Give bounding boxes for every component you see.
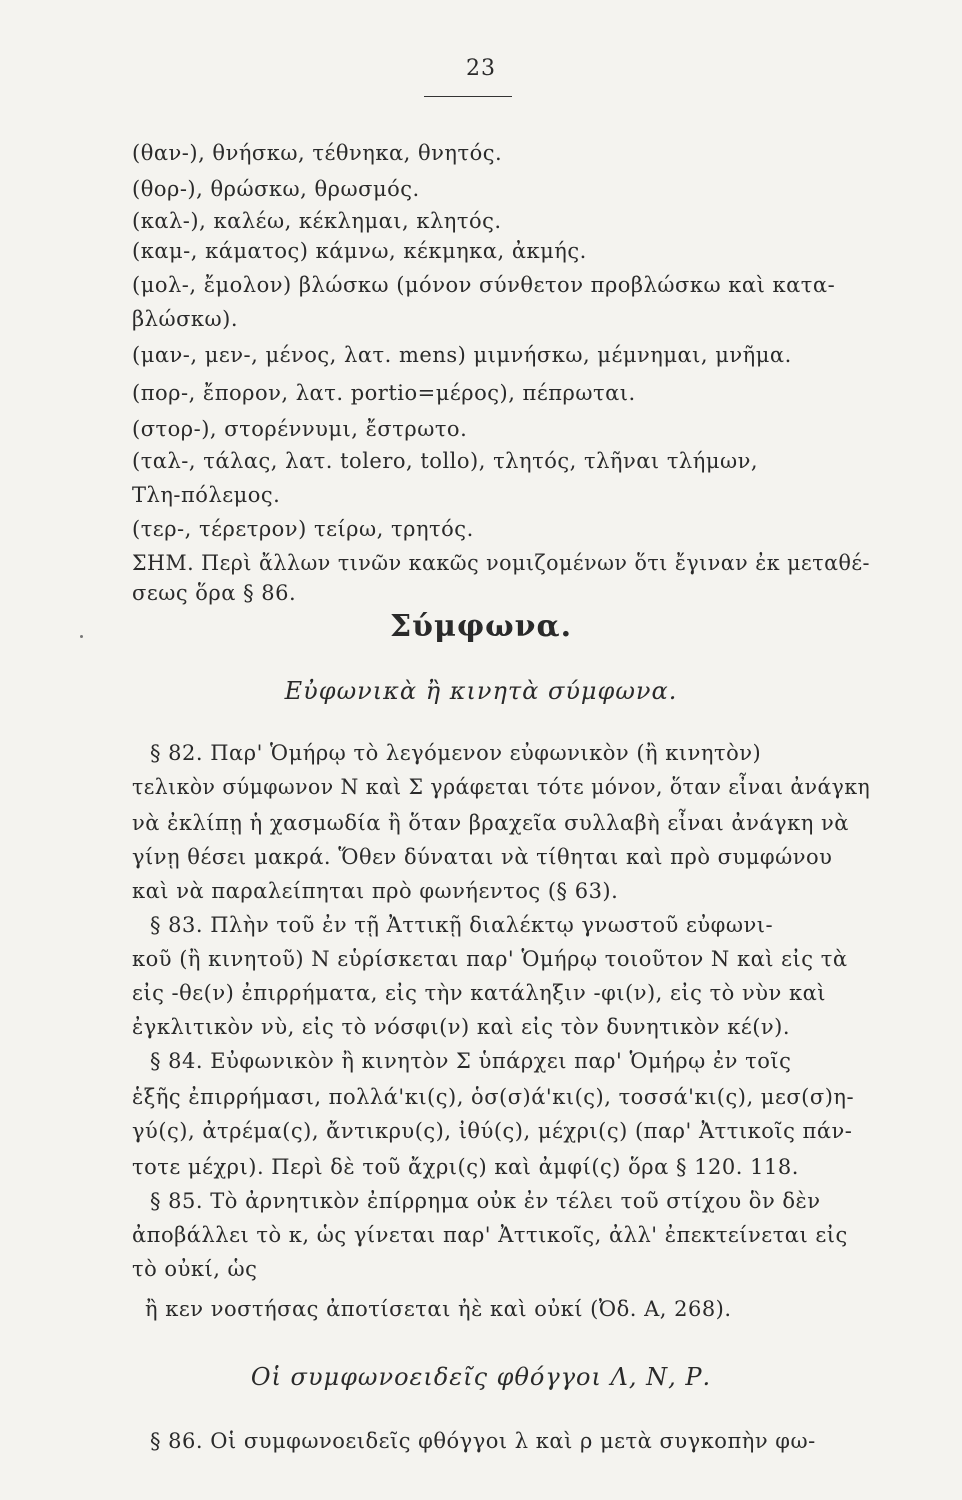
text-line: ἀποβάλλει τὸ κ, ὡς γίνεται παρ' Ἀττικοῖς, ἀλλ' ἐπεκτείνεται εἰς xyxy=(132,1223,848,1247)
text-line: σεως ὅρα § 86. xyxy=(132,581,297,605)
text-line: (στορ-), στορέννυμι, ἔστρωτο. xyxy=(132,417,468,441)
section-subheading: Οἱ συμφωνοειδεῖς φθόγγοι Λ, Ν, Ρ. xyxy=(250,1363,712,1391)
text-line: ΣΗΜ. Περὶ ἄλλων τινῶν κακῶς νομιζομένων ὅτι ἔγιναν ἐκ μεταθέ- xyxy=(132,551,871,575)
text-line: § 82. Παρ' Ὁμήρῳ τὸ λεγόμενον εὐφωνικὸν (ἢ κινητὸν) xyxy=(150,741,762,765)
text-line: ἑξῆς ἐπιρρήμασι, πολλά'κι(ς), ὁσ(σ)ά'κι(ς), τοσσά'κι(ς), μεσ(σ)η- xyxy=(132,1085,855,1109)
text-line: νὰ ἐκλίπῃ ἡ χασμωδία ἢ ὅταν βραχεῖα συλλαβὴ εἶναι ἀνάγκη νὰ xyxy=(132,811,849,835)
text-line: τελικὸν σύμφωνον Ν καὶ Σ γράφεται τότε μόνον, ὅταν εἶναι ἀνάγκη xyxy=(132,775,871,799)
text-line: (ταλ-, τάλας, λατ. tolero, tollo), τλητός, τλῆναι τλήμων, xyxy=(132,449,759,473)
text-line: εἰς -θε(ν) ἐπιρρήματα, εἰς τὴν κατάληξιν -φι(ν), εἰς τὸ νὺν καὶ xyxy=(132,981,827,1005)
section-heading: Σύμφωνα. xyxy=(389,609,573,644)
text-line: κοῦ (ἢ κινητοῦ) Ν εὑρίσκεται παρ' Ὁμήρῳ τοιοῦτον Ν καὶ εἰς τὰ xyxy=(132,947,848,971)
text-line: (μαν-, μεν-, μένος, λατ. mens) μιμνήσκω, μέμνημαι, μνῆμα. xyxy=(132,343,792,367)
text-line: τοτε μέχρι). Περὶ δὲ τοῦ ἄχρι(ς) καὶ ἀμφί(ς) ὅρα § 120. 118. xyxy=(132,1155,799,1179)
text-line: § 86. Οἱ συμφωνοειδεῖς φθόγγοι λ καὶ ρ μετὰ συγκοπὴν φω- xyxy=(150,1429,816,1453)
page-number: 23 xyxy=(466,56,496,81)
text-line: γύ(ς), ἀτρέμα(ς), ἄντικρυ(ς), ἰθύ(ς), μέχρι(ς) (παρ' Ἀττικοῖς πάν- xyxy=(132,1119,853,1143)
page-number-rule xyxy=(424,96,512,97)
text-line: (θαν-), θνήσκω, τέθνηκα, θνητός. xyxy=(132,141,503,165)
text-line: Τλη-πόλεμος. xyxy=(132,483,281,507)
text-line: βλώσκω). xyxy=(132,307,239,331)
text-line: (καμ-, κάματος) κάμνω, κέκμηκα, ἀκμής. xyxy=(132,239,587,263)
text-line: τὸ οὐκί, ὡς xyxy=(132,1257,258,1281)
text-line: (μολ-, ἔμολον) βλώσκω (μόνον σύνθετον προβλώσκω καὶ κατα- xyxy=(132,273,836,297)
text-line: ἐγκλιτικὸν νὺ, εἰς τὸ νόσφι(ν) καὶ εἰς τὸν δυνητικὸν κέ(ν). xyxy=(132,1015,791,1039)
section-subheading: Εὐφωνικὰ ἢ κινητὰ σύμφωνα. xyxy=(284,677,678,705)
text-line: § 83. Πλὴν τοῦ ἐν τῇ Ἀττικῇ διαλέκτῳ γνωστοῦ εὐφωνι- xyxy=(150,913,774,937)
text-line: καὶ νὰ παραλείπηται πρὸ φωνήεντος (§ 63). xyxy=(132,879,619,903)
text-line: (καλ-), καλέω, κέκλημαι, κλητός. xyxy=(132,209,502,233)
text-line: (τερ-, τέρετρον) τείρω, τρητός. xyxy=(132,517,474,541)
text-line: § 85. Τὸ ἀρνητικὸν ἐπίρρημα οὐκ ἐν τέλει τοῦ στίχου ὃν δὲν xyxy=(150,1189,821,1213)
verse-quotation: ἢ κεν νοστήσας ἀποτίσεται ἠὲ καὶ οὐκί (Ὀδ. Α, 268). xyxy=(145,1297,732,1321)
text-line: (θορ-), θρώσκω, θρωσμός. xyxy=(132,177,420,201)
text-line: γίνῃ θέσει μακρά. Ὅθεν δύναται νὰ τίθηται καὶ πρὸ συμφώνου xyxy=(132,845,833,869)
text-line: § 84. Εὐφωνικὸν ἢ κινητὸν Σ ὑπάρχει παρ' Ὁμήρῳ ἐν τοῖς xyxy=(150,1049,792,1073)
text-line: (πορ-, ἔπορον, λατ. portio=μέρος), πέπρωται. xyxy=(132,381,636,405)
